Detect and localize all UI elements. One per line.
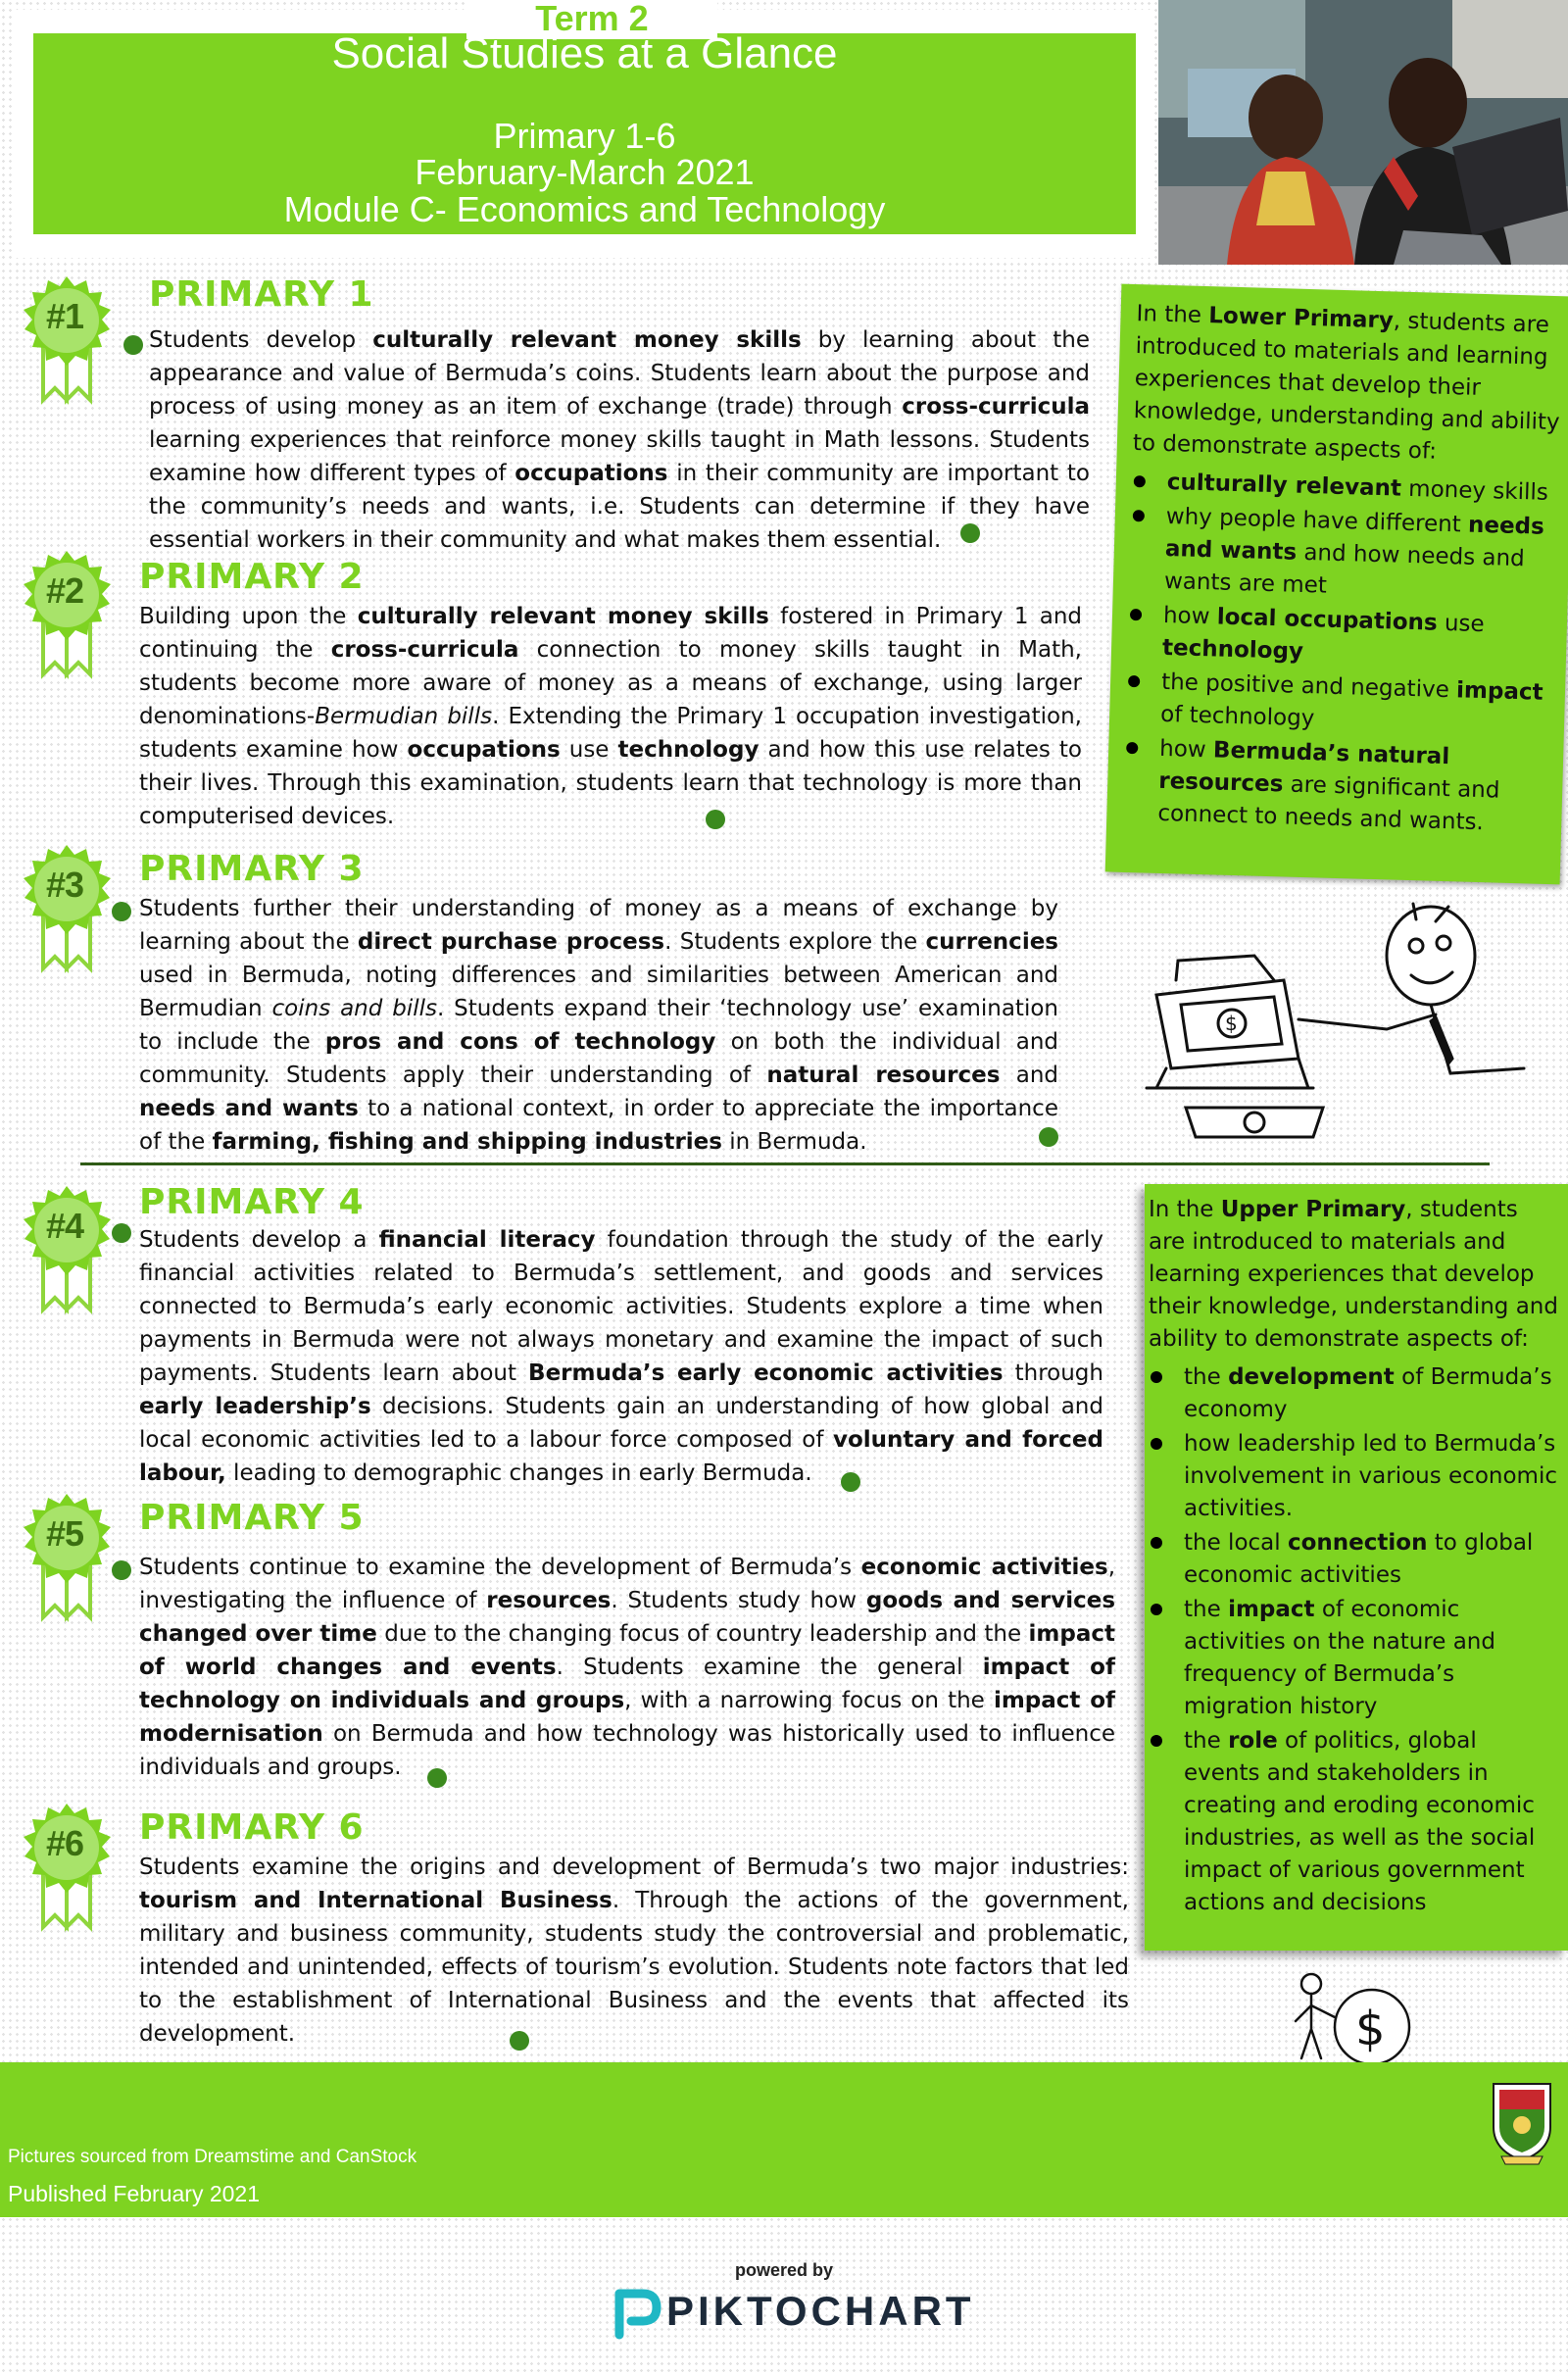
date-range: February-March 2021: [415, 152, 755, 192]
end-dot: [427, 1768, 447, 1788]
end-dot: [706, 810, 725, 829]
section-divider: [80, 1162, 1490, 1165]
list-item: how local occupations use technology: [1127, 599, 1556, 675]
lower-primary-box: [1105, 284, 1568, 885]
rosette-3-icon: [16, 843, 123, 980]
list-item: how leadership led to Bermuda’s involvement in various economic activities.: [1149, 1428, 1558, 1525]
powered-by-label: powered by: [734, 2260, 834, 2280]
bullet-dot: [112, 902, 131, 921]
rosette-5-icon: [16, 1492, 123, 1629]
svg-text:$: $: [1225, 1012, 1238, 1035]
piktochart-logo-icon[interactable]: [608, 2284, 666, 2343]
list-item: the development of Bermuda’s economy: [1149, 1361, 1558, 1426]
primary-4-text: Students develop a financial literacy foundation through the study of the early financial activities related to Bermuda’s settlement, and goods and services connected to Bermuda’s early economic activities. Students explore a time when payments in Bermuda were not always monetary and examine the impact of such payments. Students learn about Bermuda’s early economic activities through early leadership’s decisions. Students gain an understanding of how global and local economic activities led to a labour force composed of voluntary and forced labour, leading to demographic changes in early Bermuda.: [139, 1227, 1103, 1486]
image-credit: Pictures sourced from Dreamstime and CanStock: [8, 2147, 417, 2167]
primary-1-heading: PRIMARY 1: [149, 274, 374, 315]
rosette-4-icon: [16, 1184, 123, 1321]
cash-register-cartoon: [1137, 902, 1529, 1147]
primary-1-text: Students develop culturally relevant money skills by learning about the appearance and value of Bermuda’s coins. Students learn about the purpose and process of using money as an item of exchange (trade) through cross-curricula learning experiences that reinforce money skills taught in Math lessons. Students examine how different types of occupations in their community are important to the community’s needs and wants, i.e. Students can determine if they have essential workers in their community and what makes them essential.: [149, 327, 1091, 553]
page-title: Social Studies at a Glance: [331, 29, 838, 77]
list-item: culturally relevant money skills: [1131, 466, 1559, 510]
lower-primary-list: [1122, 466, 1559, 841]
students-photo: [1158, 0, 1568, 265]
module-title: Module C- Economics and Technology: [283, 189, 886, 229]
primary-6-heading: PRIMARY 6: [139, 1807, 365, 1848]
primary-3-text: Students further their understanding of money as a means of exchange by learning about the direct purchase process. Students explore the currencies used in Bermuda, noting differences and similarities between American and Bermudian coins and bills. Students expand their ‘technology use’ examination to include the pros and cons of technology on both the individual and community. Students apply their understanding of natural resources and needs and wants to a national context, in order to appreciate the importance of the farming, fishing and shipping industries in Bermuda.: [139, 896, 1058, 1155]
badge-number: #6: [45, 1823, 84, 1863]
bullet-dot: [123, 335, 143, 355]
end-dot: [1039, 1127, 1058, 1147]
primary-3-heading: PRIMARY 3: [139, 849, 365, 889]
lower-primary-intro: In the Lower Primary, students are introduced to materials and learning experiences that develop their knowledge, understanding and ability to demonstrate aspects of:: [1132, 301, 1560, 465]
end-dot: [960, 523, 980, 543]
grade-range: Primary 1-6: [493, 116, 676, 156]
primary-2-text: Building upon the culturally relevant money skills fostered in Primary 1 and continuing the cross-curricula connection to money skills taught in Math, students become more aware of money as a means of exchange, using larger denominations-Bermudian bills. Extending the Primary 1 occupation investigation, students examine how occupations use technology and how this use relates to their lives. Through this examination, students learn that technology is more than computerised devices.: [139, 604, 1083, 829]
coin-cartoon: [1284, 1970, 1421, 2068]
list-item: the local connection to global economic activities: [1149, 1527, 1558, 1592]
list-item: the impact of economic activities on the nature and frequency of Bermuda’s migration history: [1149, 1594, 1558, 1723]
rosette-1-icon: [16, 274, 123, 412]
list-item: how Bermuda’s natural resources are significant and connect to needs and wants.: [1122, 732, 1552, 841]
primary-5-text: Students continue to examine the development of Bermuda’s economic activities, investigating the influence of resources. Students study how goods and services changed over time due to the changing focus of country leadership and the impact of world changes and events. Students examine the general impact of technology on individuals and groups, with a narrowing focus on the impact of modernisation on Bermuda and how technology was historically used to influence individuals and groups.: [139, 1555, 1116, 1780]
published-date: Published February 2021: [8, 2181, 260, 2206]
piktochart-wordmark[interactable]: PIKTOCHART: [666, 2288, 975, 2334]
upper-primary-list: [1149, 1361, 1558, 1919]
primary-5-heading: PRIMARY 5: [139, 1498, 365, 1538]
rosette-6-icon: [16, 1802, 123, 1939]
primary-2-heading: PRIMARY 2: [139, 557, 365, 597]
bermuda-coat-of-arms-icon: [1488, 2078, 1556, 2166]
upper-primary-intro: In the Upper Primary, students are introduced to materials and learning experiences that develop their knowledge, understanding and ability to demonstrate aspects of:: [1149, 1197, 1558, 1352]
svg-text:$: $: [1355, 2002, 1386, 2056]
term-label: Term 2: [466, 0, 717, 39]
list-item: the positive and negative impact of technology: [1125, 666, 1554, 742]
list-item: the role of politics, global events and stakeholders in creating and eroding economic industries, as well as the social impact of various government actions and decisions: [1149, 1725, 1558, 1919]
badge-number: #3: [45, 865, 84, 905]
badge-number: #2: [45, 570, 84, 611]
rosette-2-icon: [16, 549, 123, 686]
bullet-dot: [112, 1560, 131, 1580]
badge-number: #5: [45, 1513, 84, 1554]
bullet-dot: [112, 1223, 131, 1243]
end-dot: [510, 2031, 529, 2051]
badge-number: #1: [45, 296, 84, 336]
end-dot: [841, 1472, 860, 1492]
upper-primary-box: [1145, 1184, 1568, 1951]
primary-4-heading: PRIMARY 4: [139, 1182, 365, 1222]
primary-6-text: Students examine the origins and development of Bermuda’s two major industries: tourism and International Business. Through the actions of the government, military and business community, students study the controversial and problematic, intended and unintended, effects of tourism’s evolution. Students note factors that led to the establishment of International Business and the events that affected its development.: [139, 1855, 1129, 2047]
list-item: why people have different needs and wants and how needs and wants are met: [1129, 500, 1559, 609]
badge-number: #4: [45, 1206, 84, 1246]
